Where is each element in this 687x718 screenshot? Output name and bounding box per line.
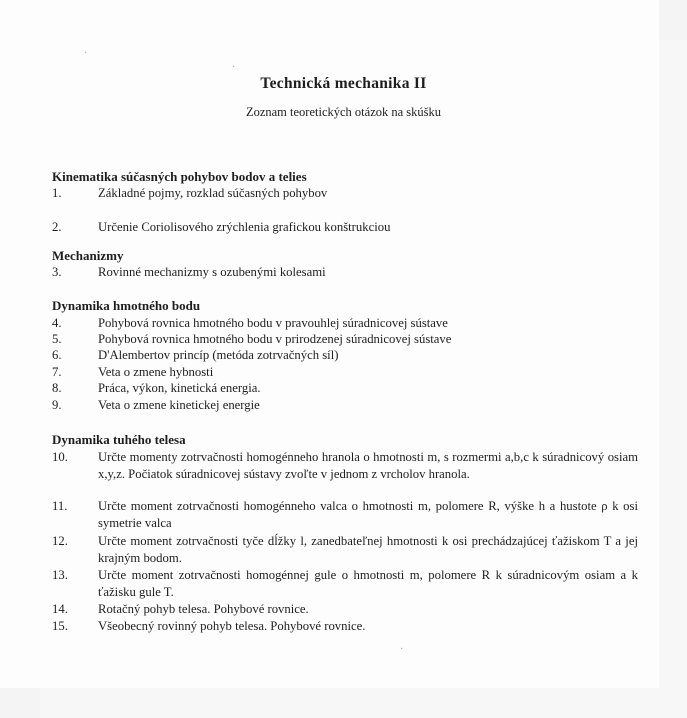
question-number: 6.	[52, 348, 62, 362]
question-text: Veta o zmene kinetickej energie	[98, 398, 260, 412]
question-number: 5.	[52, 332, 62, 346]
section-heading-dynamika-hmotneho-bodu: Dynamika hmotného bodu	[52, 298, 201, 313]
question-number: 3.	[52, 265, 62, 279]
question-text: Rotačný pohyb telesa. Pohybové rovnice.	[98, 602, 309, 616]
question-number: 8.	[52, 381, 62, 395]
question-number: 10.	[52, 450, 68, 464]
question-number: 14.	[52, 602, 68, 616]
question-text: Všeobecný rovinný pohyb telesa. Pohybové rovnice.	[98, 619, 366, 633]
question-text: Veta o zmene hybnosti	[98, 365, 214, 379]
question-text: Určte moment zotrvačnosti tyče dĺžky l, zanedbateľnej hmotnosti k osi prechádzajúcej ťažiskom T a jej krajným bodom.	[98, 534, 638, 565]
question-text: Pohybová rovnica hmotného bodu v pravouhlej súradnicovej sústave	[98, 316, 448, 330]
question-text: D'Alembertov princíp (metóda zotrvačných síl)	[98, 348, 339, 362]
section-heading-kinematika: Kinematika súčasných pohybov bodov a telies	[52, 169, 307, 184]
document-title: Technická mechanika II	[260, 75, 427, 92]
section-heading-dynamika-tuheho-telesa: Dynamika tuhého telesa	[52, 432, 186, 447]
question-text: Práca, výkon, kinetická energia.	[98, 381, 261, 395]
question-number: 13.	[52, 568, 68, 582]
question-text: Určte moment zotrvačnosti homogénneho valca o hmotnosti m, polomere R, výške h a hustote ρ k osi symetrie valca	[98, 499, 638, 530]
document-subtitle: Zoznam teoretických otázok na skúšku	[245, 105, 442, 119]
question-number: 12.	[52, 534, 68, 548]
question-number: 1.	[52, 186, 62, 200]
section-heading-mechanizmy: Mechanizmy	[52, 248, 124, 263]
question-number: 15.	[52, 619, 68, 633]
scan-edge-bottom	[40, 688, 687, 718]
scan-edge-right	[659, 40, 687, 718]
question-text: Rovinné mechanizmy s ozubenými kolesami	[98, 265, 326, 279]
question-text: Pohybová rovnica hmotného bodu v prirodzenej súradnicovej sústave	[98, 332, 452, 346]
question-text: Určenie Coriolisového zrýchlenia grafickou konštrukciou	[98, 220, 391, 234]
question-number: 2.	[52, 220, 62, 234]
question-number: 9.	[52, 398, 62, 412]
scan-speck: ·	[400, 644, 404, 655]
question-text: Základné pojmy, rozklad súčasných pohybov	[98, 186, 328, 200]
scan-speck: ·	[232, 62, 236, 73]
question-text: Určte moment zotrvačnosti homogénnej gule o hmotnosti m, polomere R k súradnicovým osiam a k ťažisku gule T.	[98, 568, 638, 599]
question-text: Určte momenty zotrvačnosti homogénneho hranola o hmotnosti m, s rozmermi a,b,c k súradnicový osiam x,y,z. Počiatok súradnicovej sústavy zvoľte v jednom z vrcholov hranola.	[98, 450, 638, 481]
question-number: 4.	[52, 316, 62, 330]
question-number: 7.	[52, 365, 62, 379]
question-number: 11.	[52, 499, 68, 513]
scan-speck: ·	[84, 48, 88, 59]
